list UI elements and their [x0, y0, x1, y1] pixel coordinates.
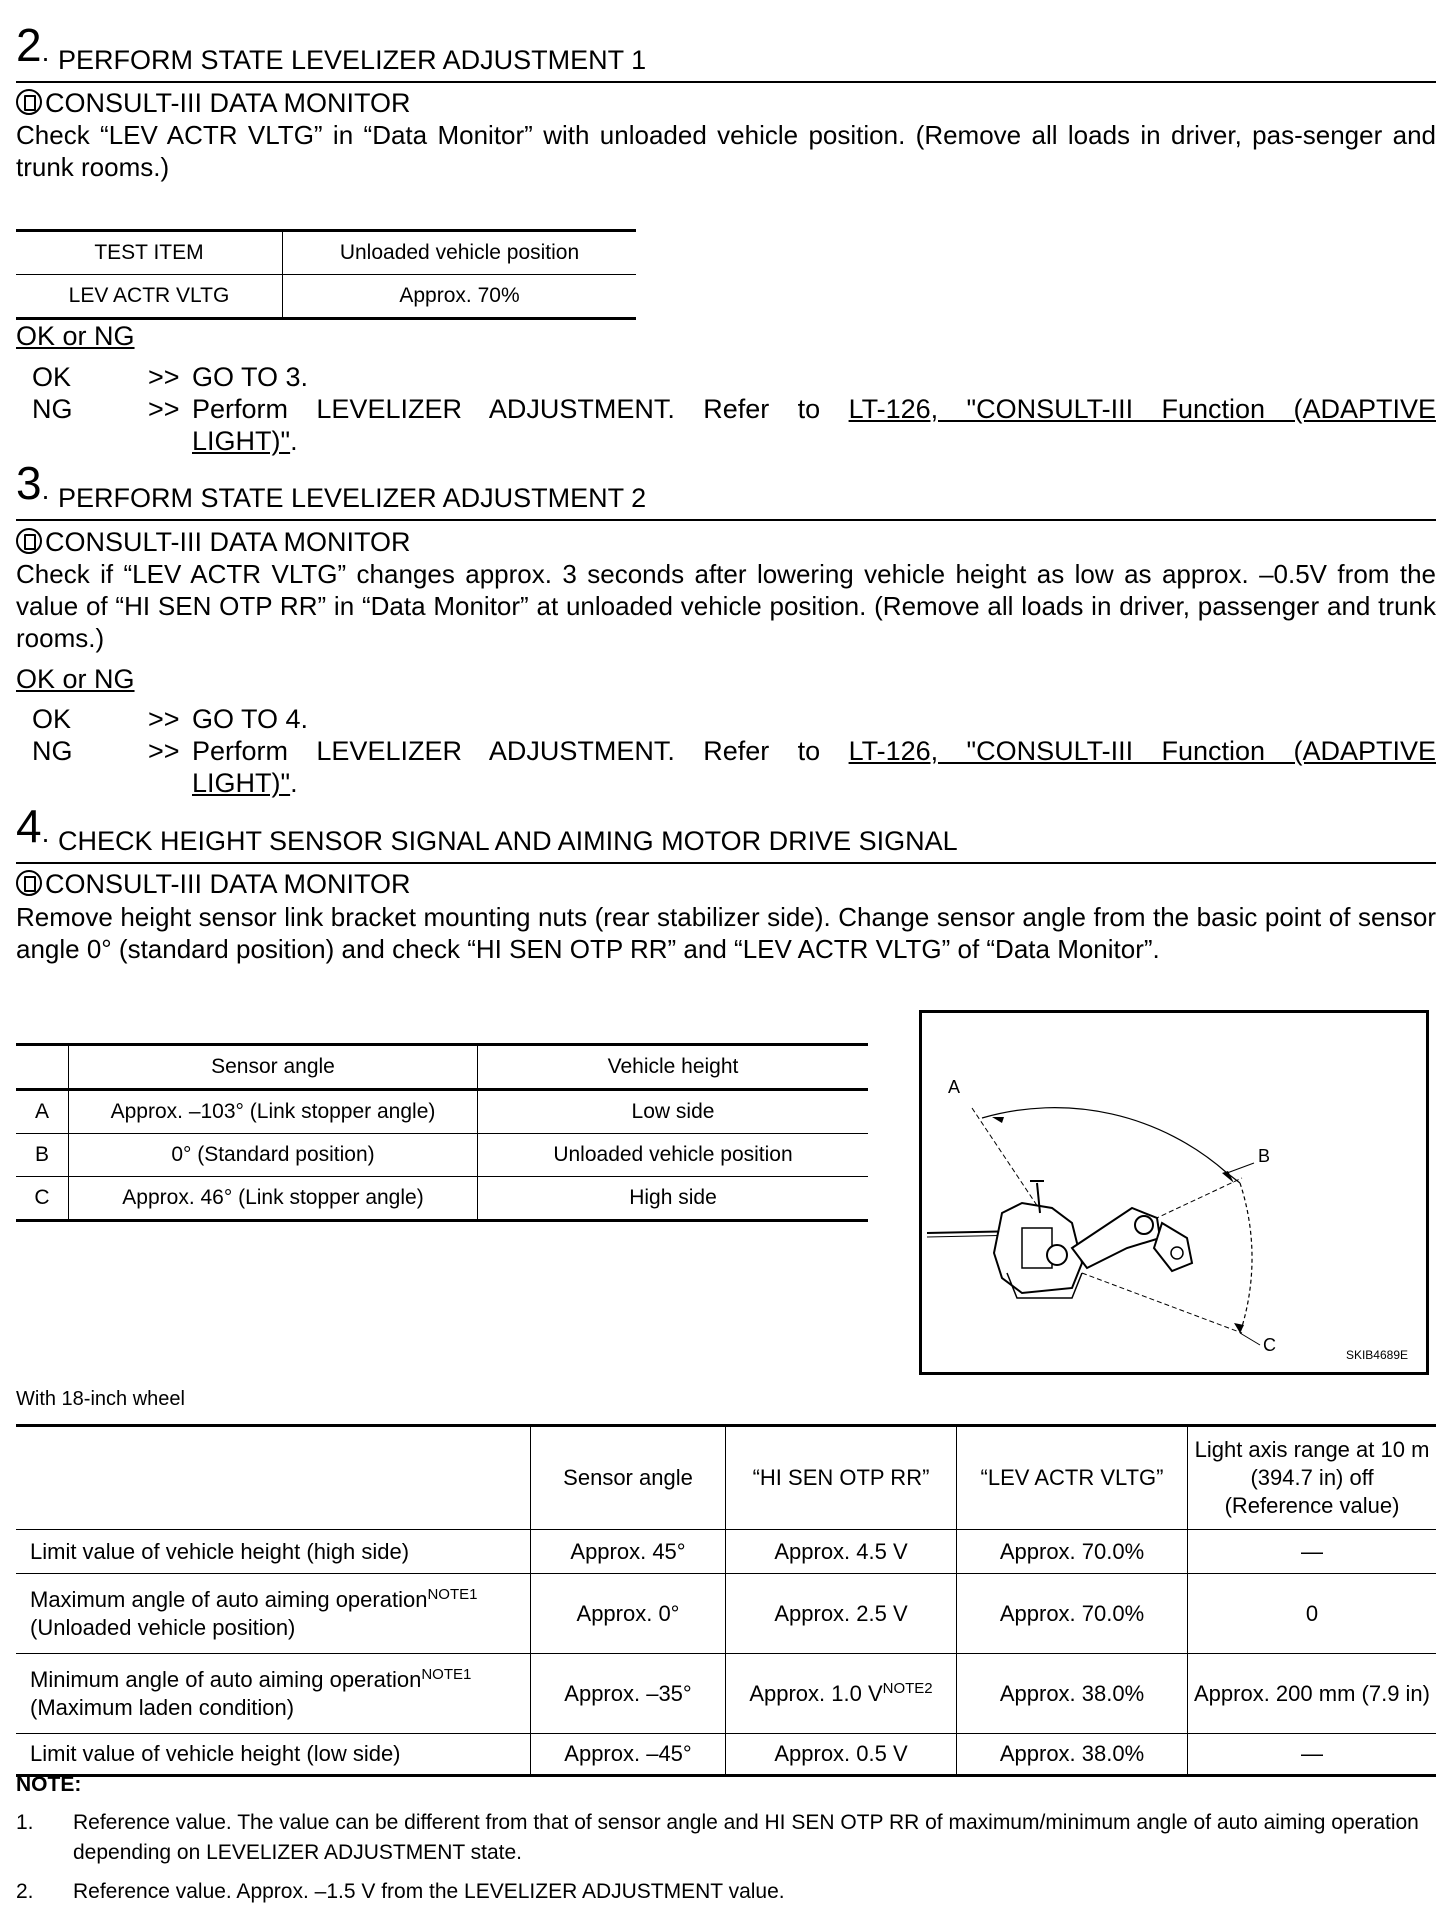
table-cell: Limit value of vehicle height (low side)	[16, 1734, 531, 1776]
table-cell: Approx. 0.5 V	[726, 1734, 957, 1776]
ok-or-ng-heading: OK or NG	[16, 664, 135, 694]
reference-link-cont[interactable]: LIGHT)"	[192, 426, 291, 456]
table-cell: Approx. 45°	[531, 1530, 726, 1574]
table-header-row	[16, 1426, 1436, 1530]
table-cell: Unloaded vehicle position	[478, 1134, 869, 1177]
table-header-cell: Sensor angle	[531, 1426, 726, 1530]
table-header-cell: Vehicle height	[478, 1045, 869, 1090]
sensor-data-table	[16, 1424, 1436, 1777]
consult-monitor-label: CONSULT-III DATA MONITOR	[16, 527, 411, 557]
step-title: PERFORM STATE LEVELIZER ADJUSTMENT 2	[58, 483, 647, 513]
table-cell: Approx. –35°	[531, 1654, 726, 1734]
table-cell: Approx. 46° (Link stopper angle)	[69, 1177, 478, 1221]
table-header-cell: “HI SEN OTP RR”	[726, 1426, 957, 1530]
height-sensor-illustration	[922, 1013, 1426, 1372]
figure-label-c: C	[1263, 1335, 1276, 1355]
ng-result: NG >> Perform LEVELIZER ADJUSTMENT. Refer to LT-126, "CONSULT-III Function (ADAPTIVE LIGHT)".	[32, 736, 1436, 798]
table-row	[16, 1530, 1436, 1574]
step-number: 4.	[16, 800, 50, 852]
step-title: PERFORM STATE LEVELIZER ADJUSTMENT 1	[58, 45, 647, 75]
consult-device-icon	[16, 528, 42, 554]
table-row	[16, 1177, 868, 1221]
reference-link[interactable]: LT-126, "CONSULT-III Function (ADAPTIVE	[848, 736, 1436, 766]
table-header-cell: TEST ITEM	[16, 231, 283, 275]
table-cell: Approx. –45°	[531, 1734, 726, 1776]
table-cell: 0° (Standard position)	[69, 1134, 478, 1177]
consult-monitor-label: CONSULT-III DATA MONITOR	[16, 869, 411, 899]
table-cell: Approx. 70.0%	[957, 1574, 1188, 1654]
table-cell: LEV ACTR VLTG	[16, 275, 283, 319]
table-header-cell	[16, 1045, 69, 1090]
step-number: 2.	[16, 19, 50, 71]
consult-monitor-label: CONSULT-III DATA MONITOR	[16, 88, 411, 118]
reference-link[interactable]: LT-126, "CONSULT-III Function (ADAPTIVE	[848, 394, 1436, 424]
table-row	[16, 1574, 1436, 1654]
step-4-header	[16, 800, 1436, 864]
table-row	[16, 1134, 868, 1177]
table-cell: B	[16, 1134, 69, 1177]
step-instruction: Remove height sensor link bracket mounting nuts (rear stabilizer side). Change sensor angle from the basic point of sensor angle 0° (standard position) and check “HI SEN OTP RR” and “LEV ACTR VLTG” of “Data Monitor”.	[16, 902, 1436, 964]
table-cell: Minimum angle of auto aiming operation$^{NOTE1}$ (Maximum laden condition)	[16, 1654, 531, 1734]
table-row	[16, 1090, 868, 1134]
reference-link-cont[interactable]: LIGHT)"	[192, 768, 291, 798]
table-cell: Approx. 4.5 V	[726, 1530, 957, 1574]
figure-id: SKIB4689E	[1345, 1348, 1408, 1362]
height-sensor-figure	[919, 1010, 1429, 1375]
table-header-cell	[16, 1426, 531, 1530]
table-cell: Approx. 200 mm (7.9 in)	[1188, 1654, 1437, 1734]
table-cell: Approx. 1.0 $V^{NOTE2}$	[726, 1654, 957, 1734]
table-cell: A	[16, 1090, 69, 1134]
table-cell: Maximum angle of auto aiming operation$^{NOTE1}$ (Unloaded vehicle position)	[16, 1574, 531, 1654]
ng-result: NG >> Perform LEVELIZER ADJUSTMENT. Refer to LT-126, "CONSULT-III Function (ADAPTIVE LIGHT)".	[32, 394, 1436, 456]
table-cell: Approx. 70%	[283, 275, 637, 319]
consult-device-icon	[16, 870, 42, 896]
test-item-table	[16, 229, 636, 320]
table-cell: Limit value of vehicle height (high side)	[16, 1530, 531, 1574]
step-title: CHECK HEIGHT SENSOR SIGNAL AND AIMING MOTOR DRIVE SIGNAL	[58, 826, 958, 856]
table-cell: Approx. –103° (Link stopper angle)	[69, 1090, 478, 1134]
table-cell: Low side	[478, 1090, 869, 1134]
table-cell: Approx. 2.5 V	[726, 1574, 957, 1654]
table-row	[16, 1734, 1436, 1776]
table-header-cell: Unloaded vehicle position	[283, 231, 637, 275]
table-cell: —	[1188, 1530, 1437, 1574]
table-row	[16, 275, 636, 319]
table-row	[16, 1654, 1436, 1734]
table-cell: Approx. 0°	[531, 1574, 726, 1654]
table-cell: Approx. 38.0%	[957, 1654, 1188, 1734]
table-cell: High side	[478, 1177, 869, 1221]
table-cell: Approx. 38.0%	[957, 1734, 1188, 1776]
figure-label-a: A	[948, 1077, 961, 1097]
table-header-cell: Sensor angle	[69, 1045, 478, 1090]
consult-device-icon	[16, 89, 42, 115]
ok-or-ng-heading: OK or NG	[16, 321, 135, 351]
table-cell: 0	[1188, 1574, 1437, 1654]
step-2-header	[16, 19, 1436, 83]
table-header-row	[16, 1045, 868, 1090]
figure-label-b: B	[1258, 1146, 1271, 1166]
table-header-row	[16, 231, 636, 275]
step-number: 3.	[16, 457, 50, 509]
sensor-angle-table	[16, 1043, 868, 1222]
table-cell: C	[16, 1177, 69, 1221]
wheel-caption: With 18-inch wheel	[16, 1388, 185, 1410]
note-heading: NOTE:	[16, 1773, 82, 1796]
table-header-cell: Light axis range at 10 m (394.7 in) off (Reference value)	[1188, 1426, 1437, 1530]
step-instruction: Check “LEV ACTR VLTG” in “Data Monitor” with unloaded vehicle position. (Remove all loads in driver, pas-senger and trunk rooms.)	[16, 120, 1436, 182]
table-cell: Approx. 70.0%	[957, 1530, 1188, 1574]
table-header-cell: “LEV ACTR VLTG”	[957, 1426, 1188, 1530]
table-cell: —	[1188, 1734, 1437, 1776]
step-3-header	[16, 457, 1436, 521]
step-instruction: Check if “LEV ACTR VLTG” changes approx. 3 seconds after lowering vehicle height as low as approx. –0.5V from the value of “HI SEN OTP RR” in “Data Monitor” at unloaded vehicle position. (Remove all loads in driver, passenger and trunk rooms.)	[16, 559, 1436, 653]
